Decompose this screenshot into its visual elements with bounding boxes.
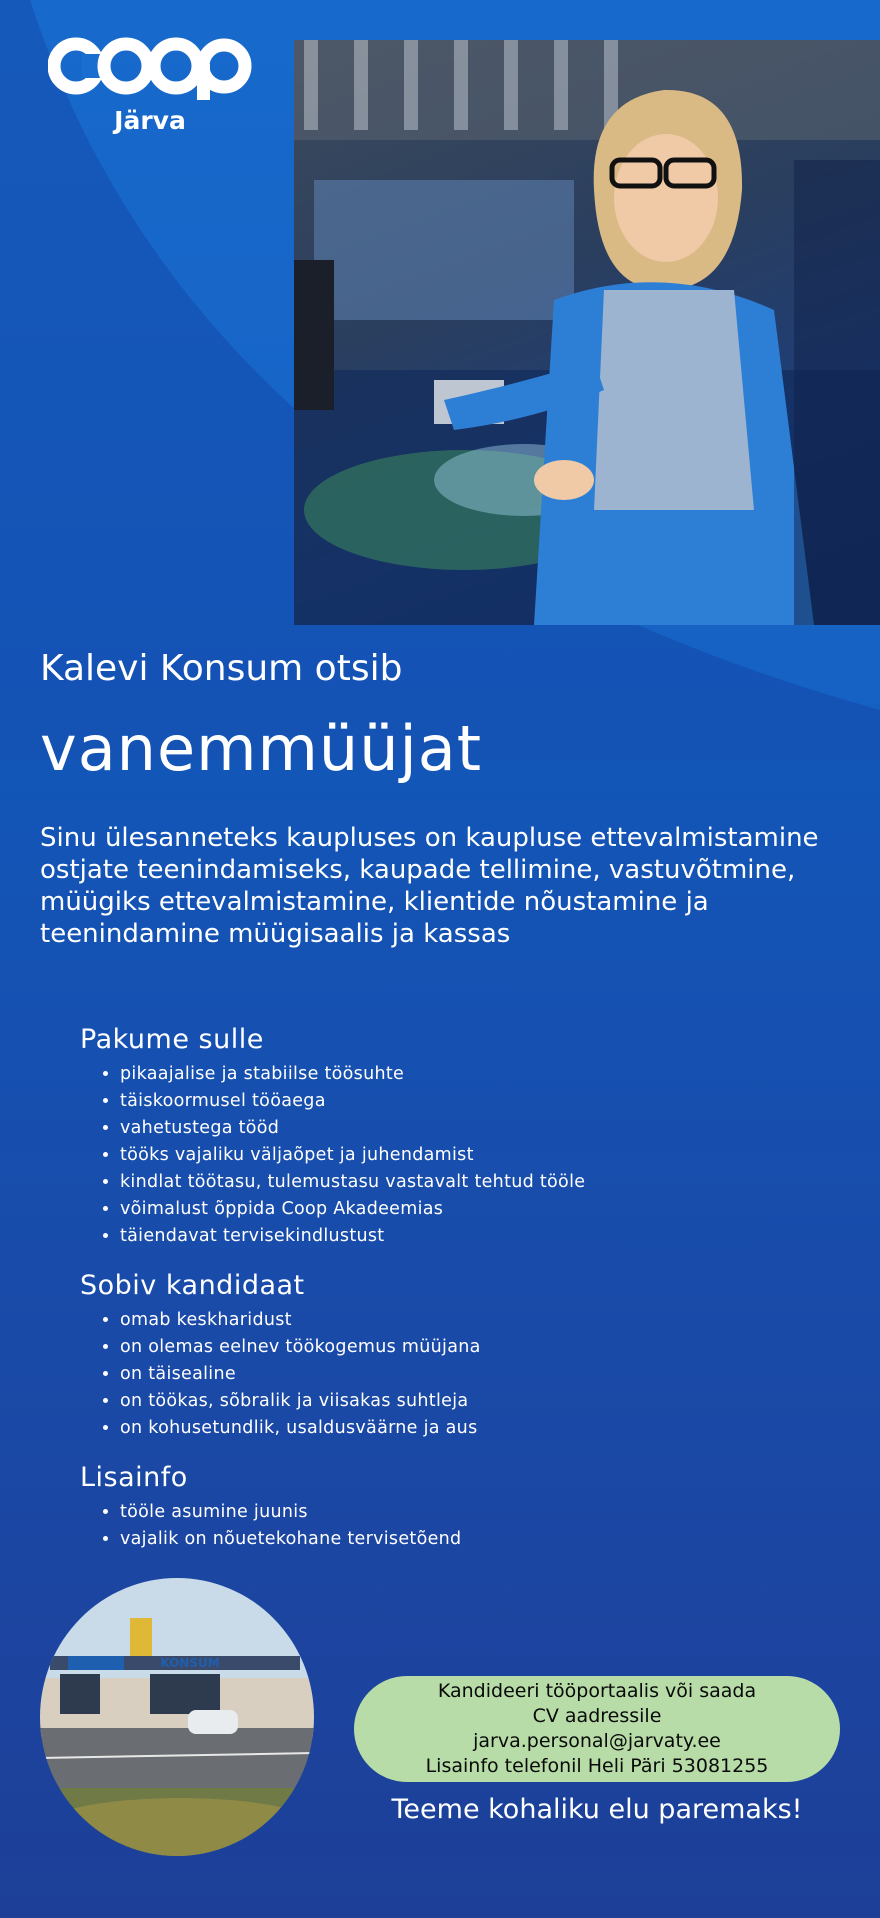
coop-logo [48, 36, 252, 135]
offer-item: • võimalust õppida Coop Akadeemias [120, 1196, 800, 1223]
store-sign: KONSUM [160, 1656, 220, 1670]
offer-item: • kindlat töötasu, tulemustasu vastavalt tehtud tööle [120, 1169, 800, 1196]
offer-item: • täiskoormusel tööaega [120, 1088, 800, 1115]
offer-item: • täiendavat tervisekindlustust [120, 1223, 800, 1250]
candidate-item: • on täisealine [120, 1361, 800, 1388]
candidate-item: • omab keskharidust [120, 1307, 800, 1334]
coop-wordmark [48, 36, 252, 100]
candidate-heading: Sobiv kandidaat [80, 1270, 305, 1301]
info-heading: Lisainfo [80, 1462, 188, 1493]
candidate-item: • on kohusetundlik, usaldusväärne ja aus [120, 1415, 800, 1442]
offer-item: • vahetustega tööd [120, 1115, 800, 1142]
offer-heading: Pakume sulle [80, 1024, 264, 1055]
candidate-item: • on olemas eelnev töökogemus müüjana [120, 1334, 800, 1361]
headline: Kalevi Konsum otsib [40, 648, 403, 689]
info-list [80, 1499, 800, 1553]
info-item: • tööle asumine juunis [120, 1499, 800, 1526]
region-label: Järva [114, 106, 186, 135]
slogan: Teeme kohaliku elu paremaks! [391, 1794, 803, 1825]
apply-info-box [354, 1676, 840, 1782]
offer-item: • pikaajalise ja stabiilse töösuhte [120, 1061, 800, 1088]
job-description: Sinu ülesanneteks kaupluses on kaupluse ettevalmistamine ostjate teenindamiseks, kaupade tellimine, vastuvõtmine, müügiks ettevalmistamine, klientide nõustamine ja teenindamine müügisaalis ja kassas [40, 823, 819, 949]
offer-section [80, 1024, 800, 1250]
candidate-list [80, 1307, 800, 1442]
apply-line: Kandideeri tööportaalis või saada [437, 1680, 757, 1702]
offer-list [80, 1061, 800, 1250]
apply-email[interactable]: jarva.personal@jarvaty.ee [473, 1730, 721, 1752]
candidate-section [80, 1270, 800, 1442]
offer-item: • tööks vajaliku väljaõpet ja juhendamist [120, 1142, 800, 1169]
job-title: vanemmüüjat [40, 712, 483, 785]
store-photo [40, 1578, 314, 1856]
info-item: • vajalik on nõuetekohane tervisetõend [120, 1526, 800, 1553]
candidate-item: • on töökas, sõbralik ja viisakas suhtleja [120, 1388, 800, 1415]
cashier-photo [294, 40, 880, 625]
apply-line: CV aadressile [532, 1705, 662, 1727]
info-section [80, 1462, 800, 1553]
contact-phone[interactable]: Lisainfo telefonil Heli Päri 53081255 [425, 1755, 769, 1777]
